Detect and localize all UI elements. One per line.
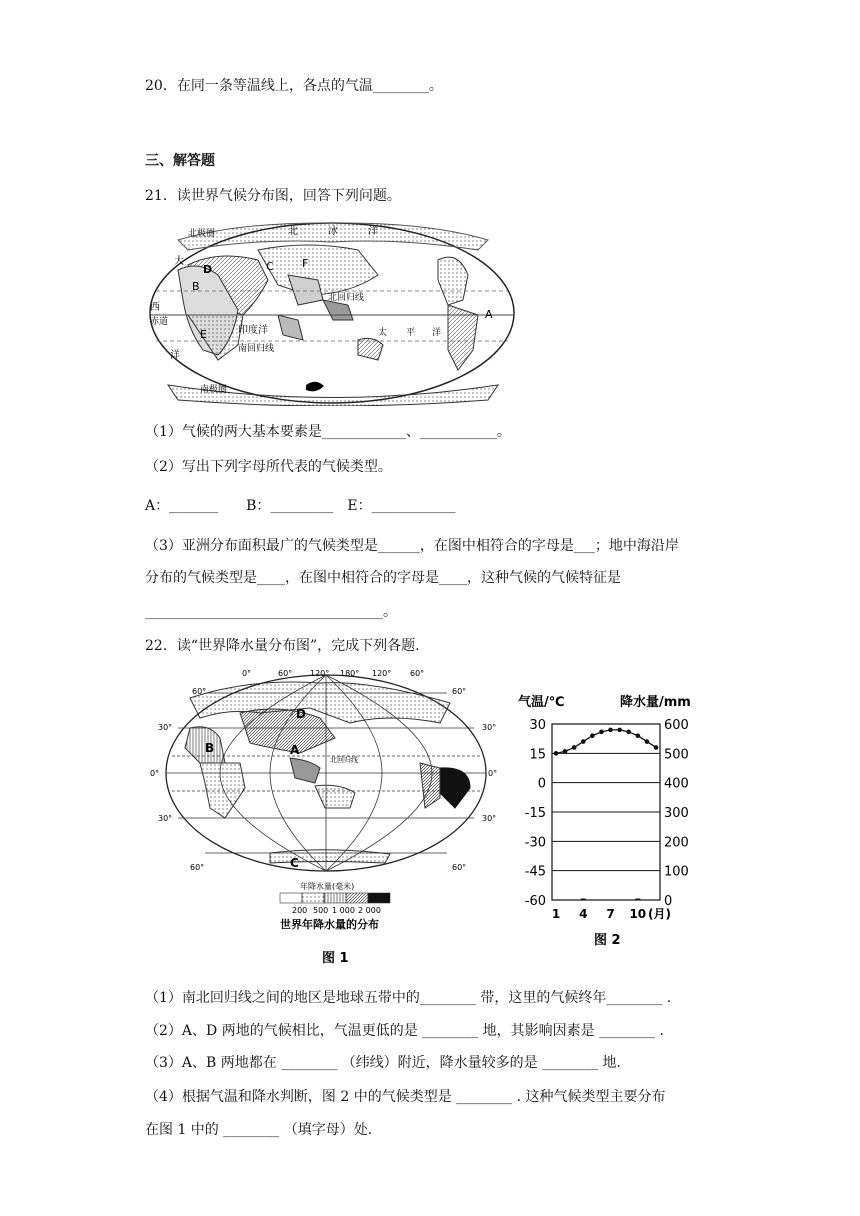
y-left-tick: -60 (524, 894, 546, 909)
map1-letter-c: C (290, 856, 299, 870)
question-21-stem: 21．读世界气候分布图，回答下列问题。 (145, 188, 401, 204)
world-climate-map (148, 220, 516, 406)
temperature-point (590, 733, 595, 738)
q22-part3: （3）A、B 两地都在 ________ （纬线）附近，降水量较多的是 ________ 地. (145, 1055, 622, 1071)
q21-part2: （2）写出下列字母所代表的气候类型。 (145, 459, 392, 475)
map-label-ping: 平 (406, 328, 416, 338)
q21-part3-line2: 分布的气候类型是____，在图中相符合的字母是____，这种气候的气候特征是 (145, 570, 621, 586)
q22-part2: （2）A、D 两地的气候相比，气温更低的是 ________ 地，其影响因素是 ________ . (145, 1023, 664, 1039)
lat-right-2: 0° (488, 769, 498, 778)
q22-part1: （1）南北回归线之间的地区是地球五带中的________ 带，这里的气候终年________ . (145, 990, 672, 1006)
map-letter-c: C (266, 260, 274, 273)
map-label-equator: 赤道 (150, 317, 169, 327)
map-label-ice: 冰 (328, 226, 338, 237)
question-20: 20．在同一条等温线上，各点的气温________。 (145, 78, 443, 94)
temperature-point (626, 730, 631, 735)
map-label-north: 北 (288, 226, 298, 237)
lon-label-4: 120° (372, 669, 392, 678)
legend-tick-2000: 2 000 (358, 906, 381, 915)
question-22-stem: 22．读“世界降水量分布图”，完成下列各题. (145, 638, 420, 654)
temperature-point (608, 728, 613, 733)
precip-bar (581, 899, 586, 900)
legend-tick-200: 200 (292, 906, 308, 915)
temperature-point (654, 745, 659, 750)
map-label-tropic-s: 南回归线 (238, 344, 275, 354)
lat-left-2: 0° (150, 769, 160, 778)
map-label-da: 大 (174, 256, 184, 267)
legend-tick-500: 500 (313, 906, 329, 915)
q21-part3-line3: __________________________________。 (145, 604, 397, 620)
q21-part3-line1: （3）亚洲分布面积最广的气候类型是______，在图中相符合的字母是___；地中海沿岸 (145, 538, 679, 554)
climate-chart (512, 690, 707, 952)
y-right-tick: 200 (664, 835, 689, 851)
x-tick: 4 (579, 907, 588, 921)
lat-right-0: 60° (452, 687, 467, 696)
temperature-point (563, 749, 568, 754)
y-right-tick: 100 (664, 864, 689, 880)
y-left-tick: -15 (524, 806, 546, 821)
map-label-tai: 太 (378, 328, 388, 338)
lat-right-1: 30° (482, 723, 497, 732)
temperature-point (554, 751, 559, 756)
map1-letter-d: D (296, 707, 306, 721)
legend-swatches (280, 893, 390, 903)
legend-title: 年降水量(毫米) (300, 882, 355, 891)
map-label-south-circle: 南极圈 (200, 385, 228, 395)
y-left-tick: -45 (524, 864, 546, 880)
lon-label-2: 120° (310, 669, 330, 678)
map-letter-f: F (302, 257, 309, 270)
lat-left-1: 30° (158, 723, 173, 732)
map-letter-e: E (200, 328, 207, 341)
map-label-ocean: 洋 (368, 226, 378, 237)
y-left-label: 气温/℃ (518, 695, 565, 710)
legend-tick-1000: 1 000 (332, 906, 355, 915)
q21-part1: （1）气候的两大基本要素是____________、___________。 (145, 424, 511, 440)
y-right-tick: 400 (664, 776, 689, 792)
q22-part4-line2: 在图 1 中的 ________ （填字母）处. (145, 1122, 373, 1138)
map-letter-a: A (485, 308, 493, 321)
y-right-tick: 0 (664, 894, 673, 909)
temperature-point (645, 739, 650, 744)
fig1-label: 图 1 (322, 951, 349, 966)
section-heading: 三、解答题 (145, 153, 215, 169)
map-label-tropic-n: 北回归线 (328, 293, 365, 303)
lat-right-4: 60° (452, 863, 467, 872)
y-left-tick: 30 (529, 718, 546, 733)
lat-left-3: 30° (158, 814, 173, 823)
y-right-label: 降水量/mm (620, 695, 691, 710)
lat-left-4: 60° (190, 863, 205, 872)
map-letter-b: B (192, 280, 200, 293)
y-left-tick: 15 (529, 747, 546, 763)
x-unit-label: (月) (648, 907, 671, 921)
map-label-xi: 西 (150, 302, 160, 313)
map1-letter-a: A (290, 743, 300, 757)
x-tick: 10 (629, 907, 647, 921)
temperature-point (572, 745, 577, 750)
map1-letter-b: B (205, 741, 215, 755)
temperature-point (581, 739, 586, 744)
y-left-tick: -30 (524, 835, 546, 851)
map1-tropic-label: 北回归线 (330, 756, 358, 764)
temperature-line (556, 730, 656, 753)
lon-label-5: 60° (410, 669, 425, 678)
map-letter-d: D (203, 263, 213, 276)
map1-caption: 世界年降水量的分布 (280, 918, 379, 931)
temperature-point (617, 728, 622, 733)
precip-bar (635, 899, 640, 900)
lat-left-0: 60° (192, 687, 207, 696)
temperature-point (636, 733, 641, 738)
y-right-tick: 600 (664, 718, 689, 733)
world-precipitation-map (150, 668, 500, 968)
temperature-point (599, 730, 604, 735)
fig2-label: 图 2 (594, 933, 621, 948)
lat-right-3: 30° (482, 814, 497, 823)
x-tick: 7 (606, 907, 615, 921)
q21-part2-blanks: A：_______ B：_________ E：____________ (145, 498, 456, 514)
x-tick: 1 (551, 907, 561, 921)
y-right-tick: 500 (664, 747, 689, 763)
q22-part4-line1: （4）根据气温和降水判断，图 2 中的气候类型是 ________ . 这种气候类型主要分布 (145, 1089, 666, 1105)
y-left-tick: 0 (537, 776, 546, 792)
map-label-indian-ocean: 印度洋 (238, 325, 268, 336)
map-label-pacific-yang: 洋 (432, 328, 442, 338)
map-label-north-circle: 北极圈 (188, 229, 216, 239)
lon-label-3: 180° (340, 669, 360, 678)
lon-label-0: 0° (242, 669, 252, 678)
lon-label-1: 60° (278, 669, 293, 678)
y-right-tick: 300 (664, 806, 689, 821)
map-label-yang: 洋 (170, 350, 180, 361)
